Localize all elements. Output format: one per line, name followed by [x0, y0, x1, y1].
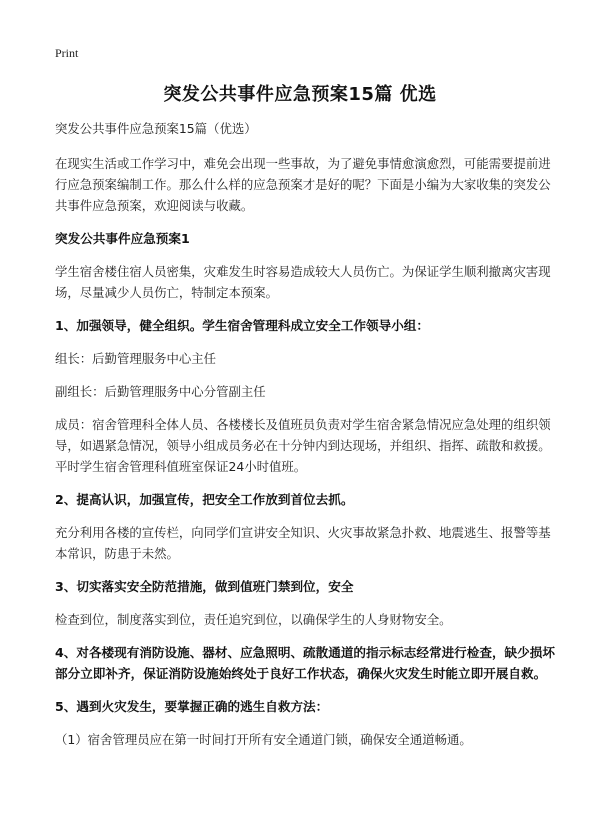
item-5-paragraph: （1）宿舍管理员应在第一时间打开所有安全通道门锁，确保安全通道畅通。: [55, 732, 472, 747]
section-heading: 突发公共事件应急预案1: [55, 231, 190, 246]
print-label: Print: [55, 46, 79, 60]
document-body: [55, 118, 555, 762]
intro-paragraph: 在现实生活或工作学习中，难免会出现一些事故，为了避免事情愈演愈烈，可能需要提前进行应急预案编制工作。那么什么样的应急预案才是好的呢？下面是小编为大家收集的突发公共事件应急预案，欢迎阅读与收藏。: [55, 156, 551, 213]
document-title: 突发公共事件应急预案15篇 优选: [163, 84, 437, 105]
members-paragraph: 成员：宿舍管理科全体人员、各楼楼长及值班员负责对学生宿舍紧急情况应急处理的组织领导，如遇紧急情况，领导小组成员务必在十分钟内到达现场，并组织、指挥、疏散和救援。平时学生宿舍管理科值班室保证24小时值班。: [55, 417, 551, 474]
section-intro-paragraph: 学生宿舍楼住宿人员密集，灾难发生时容易造成较大人员伤亡。为保证学生顺利撤离灾害现场，尽量减少人员伤亡，特制定本预案。: [55, 264, 551, 300]
deputy-line: 副组长：后勤管理服务中心分管副主任: [55, 384, 266, 399]
item-4-heading: 4、对各楼现有消防设施、器材、应急照明、疏散通道的指示标志经常进行检查，缺少损坏部分立即补齐，保证消防设施始终处于良好工作状态，确保火灾发生时能立即开展自救。: [55, 645, 555, 681]
item-2-paragraph: 充分利用各楼的宣传栏，向同学们宣讲安全知识、火灾事故紧急扑救、地震逃生、报警等基本常识，防患于未然。: [55, 525, 551, 561]
leader-line: 组长：后勤管理服务中心主任: [55, 351, 217, 366]
item-3-heading: 3、切实落实安全防范措施，做到值班门禁到位，安全: [55, 579, 354, 594]
document-subtitle: 突发公共事件应急预案15篇（优选）: [55, 121, 257, 136]
item-2-heading: 2、提高认识，加强宣传，把安全工作放到首位去抓。: [55, 492, 354, 507]
item-5-heading: 5、遇到火灾发生，要掌握正确的逃生自救方法：: [55, 699, 329, 714]
item-1-heading: 1、加强领导，健全组织。学生宿舍管理科成立安全工作领导小组：: [55, 318, 429, 333]
item-3-paragraph: 检查到位，制度落实到位，责任追究到位，以确保学生的人身财物安全。: [55, 612, 452, 627]
